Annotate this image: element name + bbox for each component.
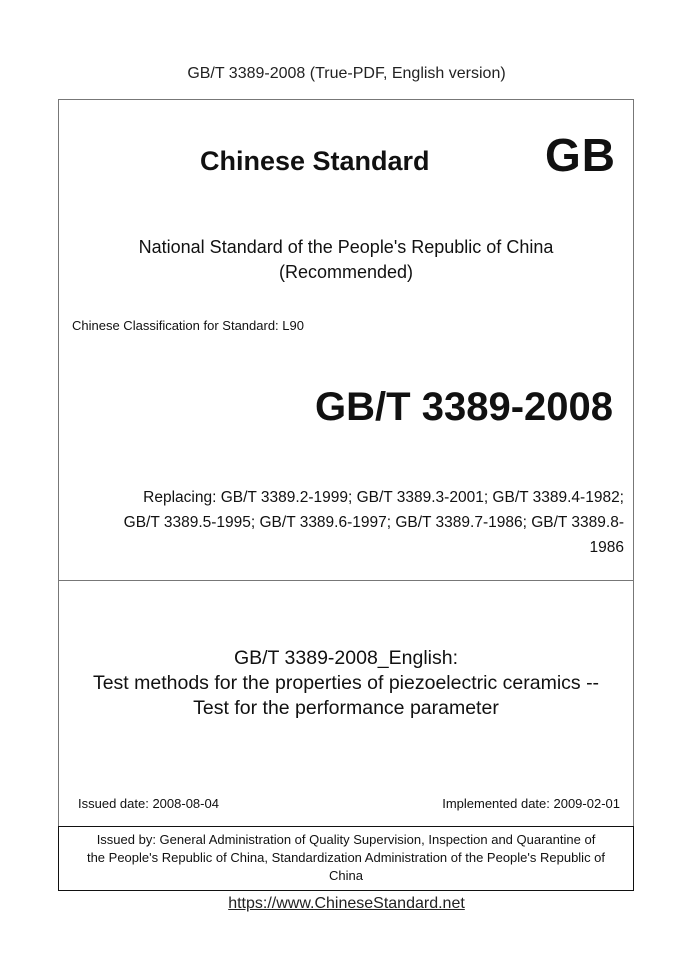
standard-type-heading: Chinese Standard: [200, 146, 430, 176]
issuer-line-3: China: [329, 868, 363, 883]
national-line-1: National Standard of the People's Republic of China: [138, 237, 554, 257]
standard-number: GB/T 3389-2008: [315, 385, 613, 429]
document-header: GB/T 3389-2008 (True-PDF, English version): [187, 65, 506, 82]
replacing-line-1: Replacing: GB/T 3389.2-1999; GB/T 3389.3-2001; GB/T 3389.4-1982;: [143, 489, 624, 506]
website-link[interactable]: https://www.ChineseStandard.net: [228, 895, 465, 912]
gb-mark: GB: [545, 129, 616, 181]
classification-label: Chinese Classification for Standard: L90: [72, 318, 304, 333]
issuer-text: [60, 831, 632, 885]
title-line-1: GB/T 3389-2008_English:: [233, 647, 459, 669]
english-title: [60, 646, 632, 721]
implemented-date: Implemented date: 2009-02-01: [442, 796, 620, 811]
replacing-line-3: 1986: [589, 539, 624, 556]
issued-date: Issued date: 2008-08-04: [78, 796, 219, 811]
replacing-list: [64, 485, 624, 560]
replacing-line-2: GB/T 3389.5-1995; GB/T 3389.6-1997; GB/T 3389.7-1986; GB/T 3389.8-: [123, 514, 624, 531]
issuer-line-2: the People's Republic of China, Standardization Administration of the People's Republic of: [86, 850, 606, 865]
title-line-3: Test for the performance parameter: [193, 697, 499, 719]
issuer-line-1: Issued by: General Administration of Quality Supervision, Inspection and Quarantine of: [96, 832, 596, 847]
title-line-2: Test methods for the properties of piezoelectric ceramics --: [92, 672, 600, 694]
national-standard-caption: [60, 235, 632, 285]
national-line-2: (Recommended): [278, 262, 414, 282]
